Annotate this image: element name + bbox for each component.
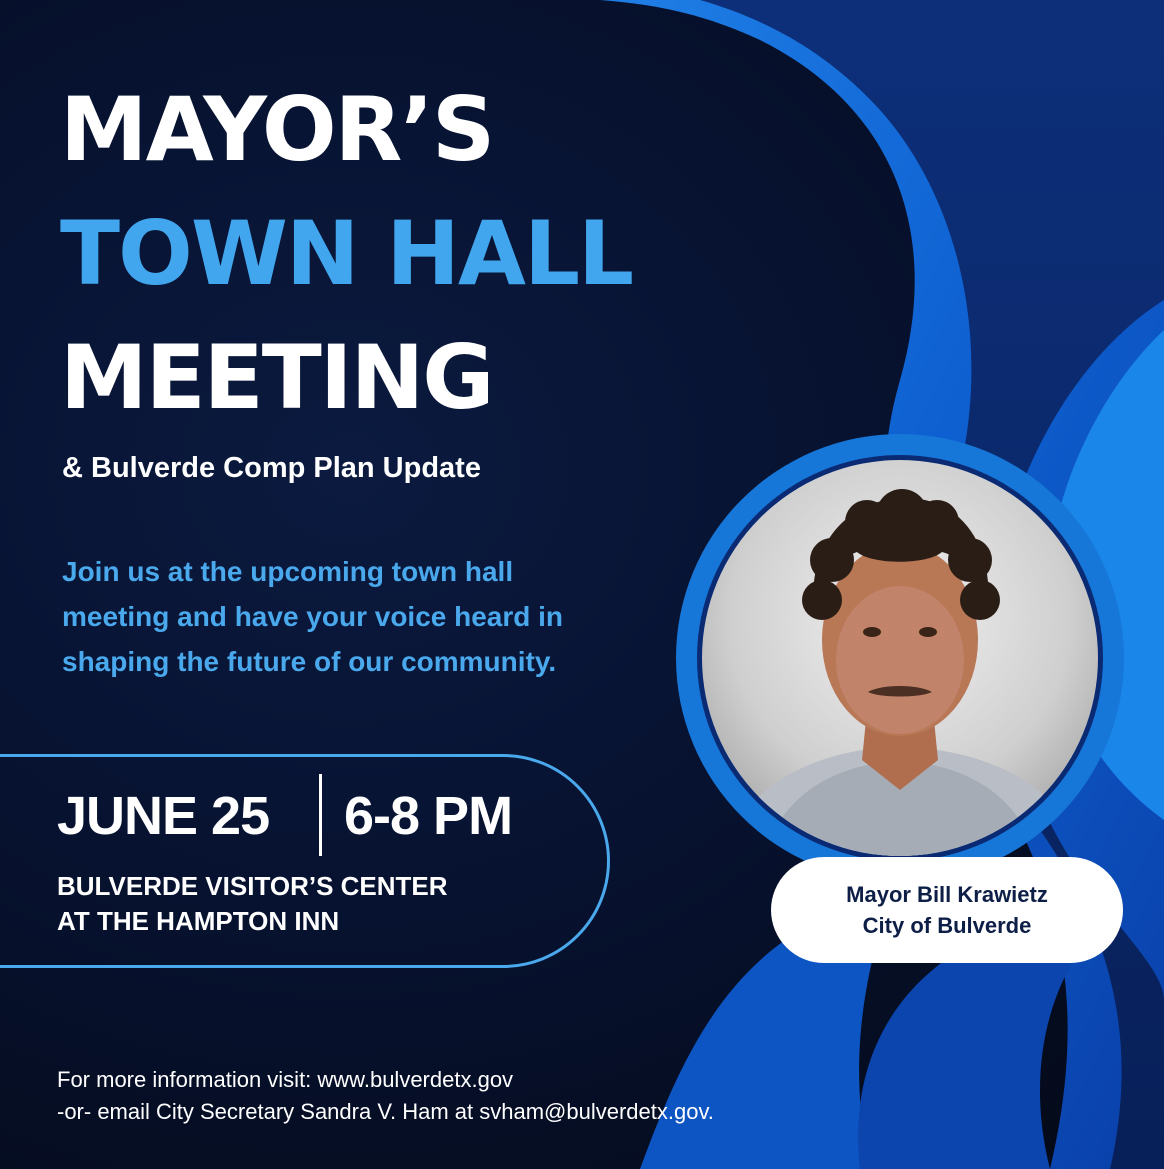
event-date: JUNE 25 — [57, 786, 270, 846]
title-line-3: MEETING — [60, 326, 493, 429]
event-time: 6-8 PM — [344, 786, 513, 846]
title-line-2: TOWN HALL — [60, 202, 633, 305]
portrait-illustration — [702, 460, 1098, 856]
subtitle: & Bulverde Comp Plan Update — [62, 452, 481, 484]
footer-info — [57, 1064, 714, 1128]
title-line-1: MAYOR’S — [60, 78, 494, 181]
speaker-name-badge — [771, 857, 1123, 963]
intro-line-3: shaping the future of our community. — [62, 646, 557, 677]
speaker-name: Mayor Bill Krawietz — [846, 882, 1048, 907]
date-time-divider — [319, 774, 322, 856]
footer-line-1: For more information visit: www.bulverdetx.gov — [57, 1067, 514, 1092]
footer-line-2: -or- email City Secretary Sandra V. Ham at svham@bulverdetx.gov. — [57, 1099, 714, 1124]
event-venue — [57, 869, 448, 939]
intro-line-2: meeting and have your voice heard in — [62, 601, 564, 632]
intro-line-1: Join us at the upcoming town hall — [62, 556, 514, 587]
mayor-portrait-photo — [702, 460, 1098, 856]
venue-line-1: BULVERDE VISITOR’S CENTER — [57, 871, 448, 901]
speaker-organization: City of Bulverde — [862, 913, 1032, 938]
venue-line-2: AT THE HAMPTON INN — [57, 906, 340, 936]
intro-text — [62, 549, 662, 684]
